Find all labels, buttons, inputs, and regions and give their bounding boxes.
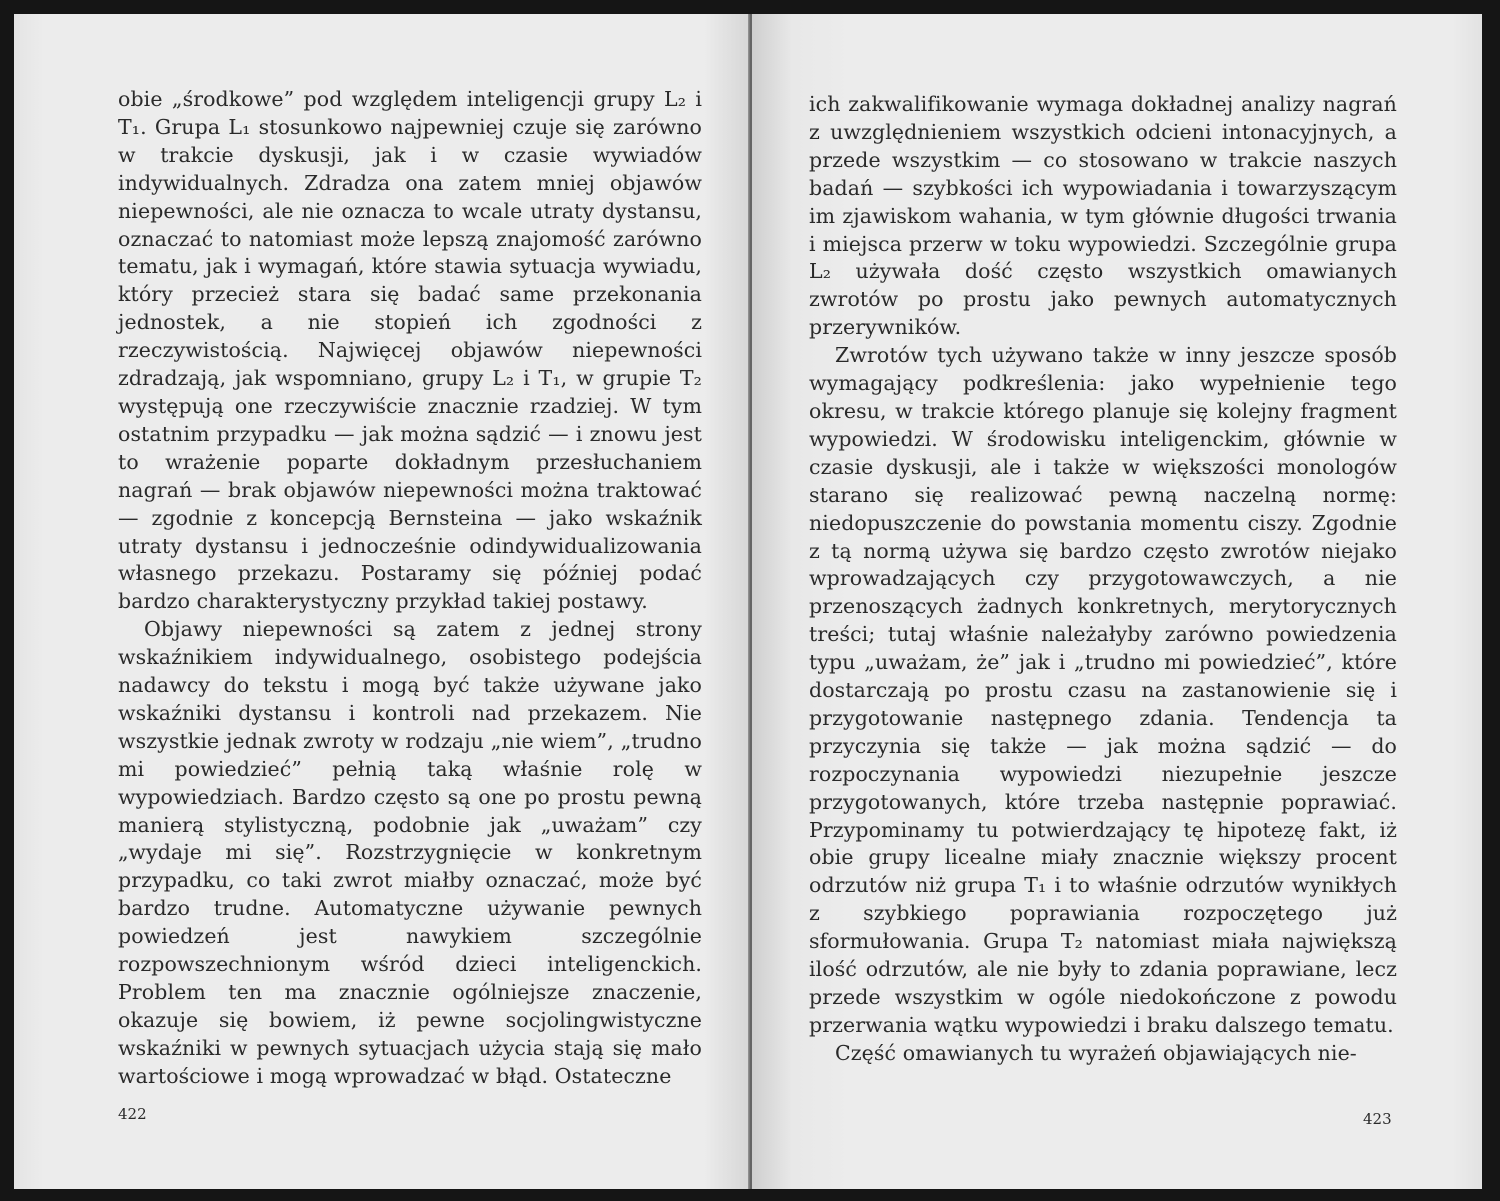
right-page [752,14,1482,1189]
page-number: 422 [118,1105,147,1123]
left-page-body [118,86,702,1091]
paragraph: Zwrotów tych używano także w inny jeszcze sposób wymagający podkreślenia: jako wypełnienie tego okresu, w trakcie którego planuje się kolejny fragment wypowiedzi. W środowisku inteligenckim, głównie w czasie dyskusji, ale i także w większości monologów starano się realizować pewną naczelną normę: niedopuszczenie do powstania momentu ciszy. Zgodnie z tą normą używa się bardzo często zwrotów niejako wprowadzających czy przygotowawczych, a nie przenoszących żadnych konkretnych, merytorycznych treści; tutaj właśnie należałyby zarówno powiedzenia typu „uważam, że” jak i „trudno mi powiedzieć”, które dostarczają po prostu czasu na zastanowienie się i przygotowanie następnego zdania. Tendencja ta przyczynia się także — jak można sądzić — do rozpoczynania wypowiedzi niezupełnie jeszcze przygotowanych, które trzeba następnie poprawiać. Przypominamy tu potwierdzający tę hipotezę fakt, iż obie grupy licealne miały znacznie większy procent odrzutów niż grupa T₁ i to właśnie odrzutów wynikłych z szybkiego poprawiania rozpoczętego już sformułowania. Grupa T₂ natomiast miała największą ilość odrzutów, ale nie były to zdania poprawiane, lecz przede wszystkim w ogóle niedokończone z powodu przerwania wątku wypowiedzi i braku dalszego tematu. [809,343,1397,1037]
left-page [14,14,750,1189]
paragraph: obie „środkowe” pod względem inteligencji grupy L₂ i T₁. Grupa L₁ stosunkowo najpewniej czuje się zarówno w trakcie dyskusji, jak i w czasie wywiadów indywidualnych. Zdradza ona zatem mniej objawów niepewności, ale nie oznacza to wcale utraty dystansu, oznaczać to natomiast może lepszą znajomość zarówno tematu, jak i wymagań, które stawia sytuacja wywiadu, który przecież stara się badać same przekonania jednostek, a nie stopień ich zgodności z rzeczywistością. Najwięcej objawów niepewności zdradzają, jak wspomniano, grupy L₂ i T₁, w grupie T₂ występują one rzeczywiście znacznie rzadziej. W tym ostatnim przypadku — jak można sądzić — i znowu jest to wrażenie poparte dokładnym przesłuchaniem nagrań — brak objawów niepewności można traktować — zgodnie z koncepcją Bernsteina — jako wskaźnik utraty dystansu i jednocześnie odindywidualizowania własnego przekazu. Postaramy się później podać bardzo charakterystyczny przykład takiej postawy. [118,87,702,614]
paragraph: ich zakwalifikowanie wymaga dokładnej analizy nagrań z uwzględnieniem wszystkich odcieni intonacyjnych, a przede wszystkim — co stosowano w trakcie naszych badań — szybkości ich wypowiadania i towarzyszącym im zjawiskom wahania, w tym głównie długości trwania i miejsca przerw w toku wypowiedzi. Szczególnie grupa L₂ używała dość często wszystkich omawianych zwrotów po prostu jako pewnych automatycznych przerywników. [809,92,1397,340]
page-number: 423 [1363,1110,1392,1128]
right-page-body [809,91,1397,1068]
paragraph: Część omawianych tu wyrażeń objawiających nie- [835,1040,1357,1065]
paragraph: Objawy niepewności są zatem z jednej strony wskaźnikiem indywidualnego, osobistego podejścia nadawcy do tekstu i mogą być także używane jako wskaźniki dystansu i kontroli nad przekazem. Nie wszystkie jednak zwroty w rodzaju „nie wiem”, „trudno mi powiedzieć” pełnią taką właśnie rolę w wypowiedziach. Bardzo często są one po prostu pewną manierą stylistyczną, podobnie jak „uważam” czy „wydaje mi się”. Rozstrzygnięcie w konkretnym przypadku, co taki zwrot miałby oznaczać, może być bardzo trudne. Automatyczne używanie pewnych powiedzeń jest nawykiem szczególnie rozpowszechnionym wśród dzieci inteligenckich. Problem ten ma znacznie ogólniejsze znaczenie, okazuje się bowiem, iż pewne socjolingwistyczne wskaźniki w pewnych sytuacjach użycia stają się mało wartościowe i mogą wprowadzać w błąd. Ostateczne [118,617,702,1088]
